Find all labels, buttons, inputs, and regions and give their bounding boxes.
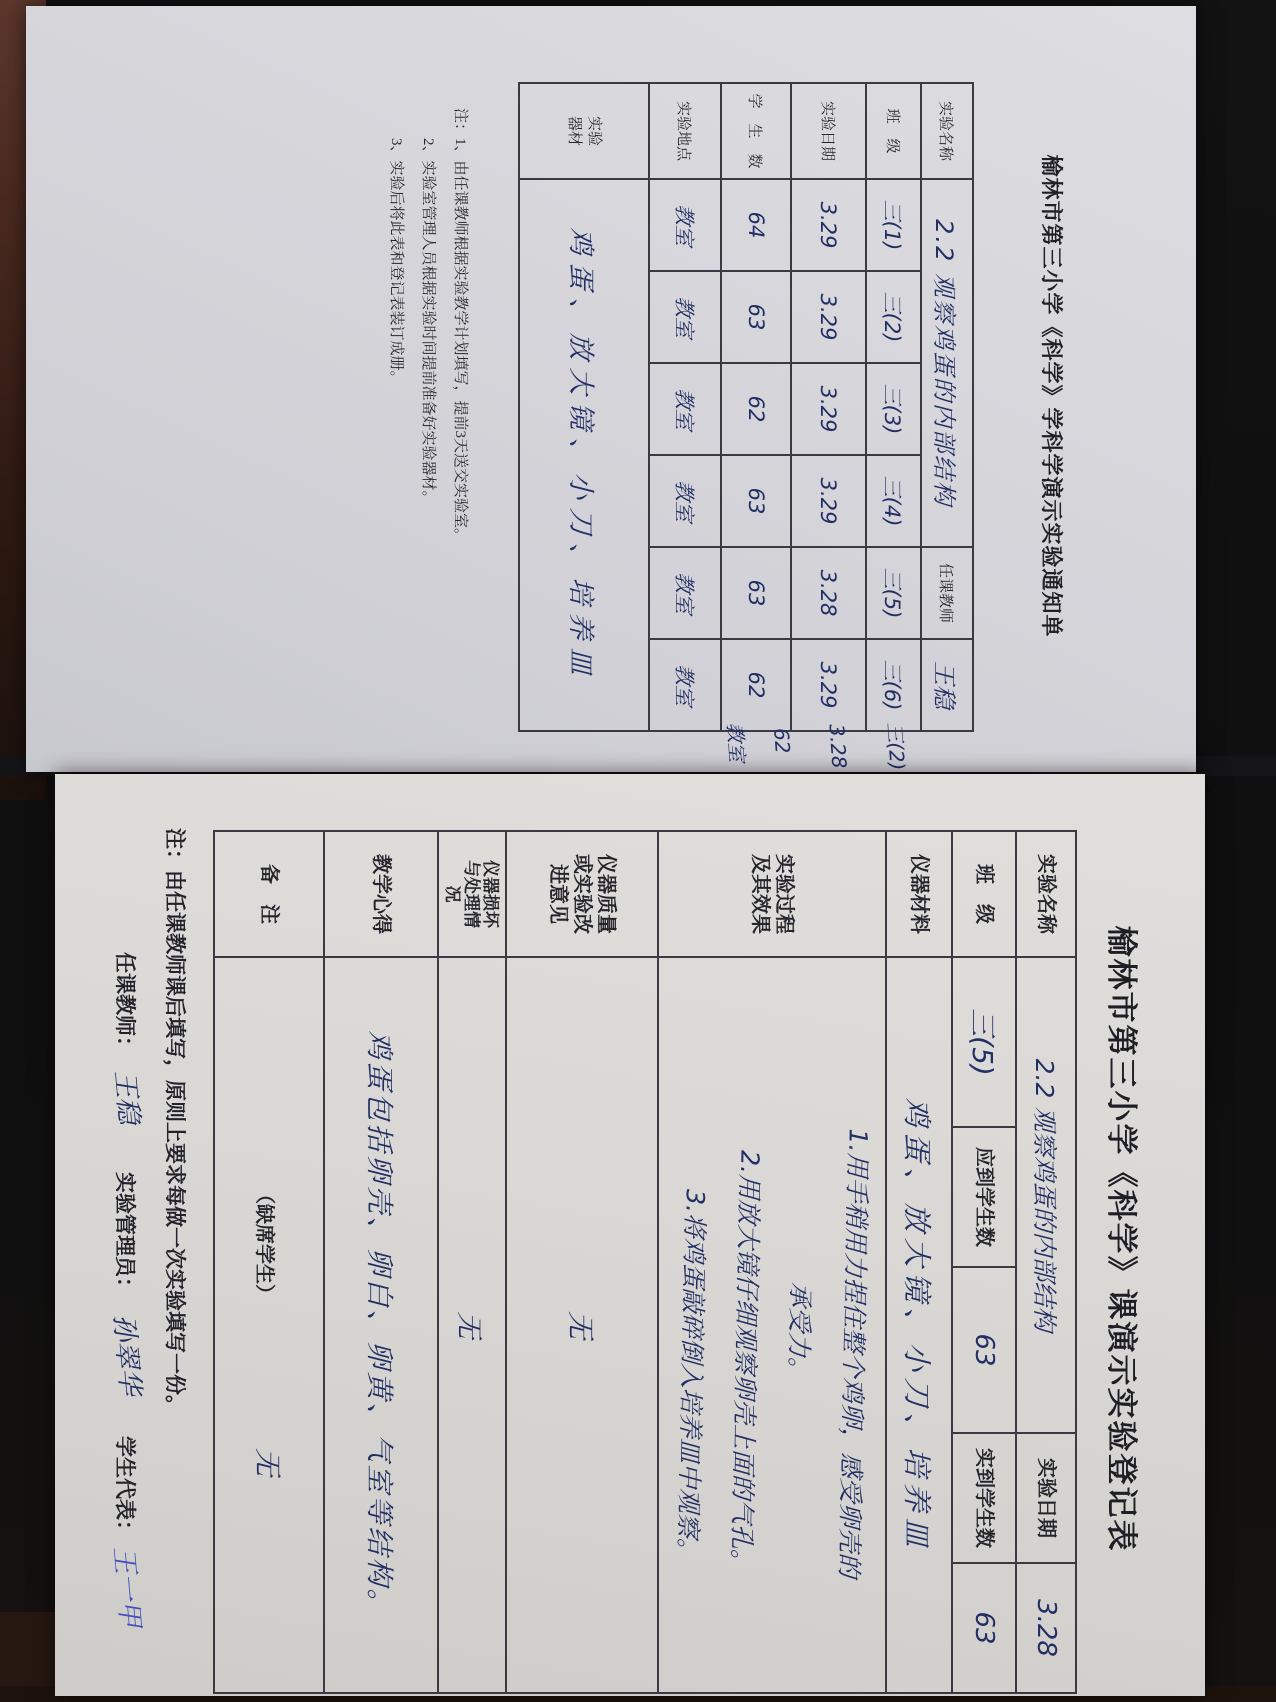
class-cell: 三(2) [866,271,921,363]
teacher-signature: 王稳 [921,639,973,731]
table-row [649,83,721,731]
date-label: 实验日期 [791,83,866,179]
students-cell: 63 [721,271,791,363]
extra-date-entry: 3.28 [824,723,852,770]
date-cell: 3.29 [791,271,866,363]
register-form-table [213,830,1077,1694]
date-cell: 3.28 [791,547,866,639]
location-cell: 教室 [649,179,721,271]
experiment-name-label: 实验名称 [1016,831,1076,957]
table-row [791,83,866,731]
extra-location-entry: 教室 [722,721,750,763]
quality-value: 无 [506,957,658,1693]
note-line-3: 3、实验后将此表和登记表装订成册。 [388,138,404,386]
process-label: 实验过程及其效果 [658,831,886,957]
process-line: 1.用手稍用力捏住整个鸡卵，感受卵壳的 [834,1128,873,1578]
remark-label: 备 注 [214,831,324,957]
location-cell: 教室 [649,547,721,639]
quality-label: 仪器质量或实验改进意见 [506,831,658,957]
class-label: 班 级 [952,831,1016,957]
process-line: 2.用放大镜仔细观察卵壳上面的气孔。 [726,1149,765,1575]
table-row [721,83,791,731]
register-form-page [55,774,1205,1696]
equipment-label: 实验器材 [519,83,649,179]
materials-value: 鸡蛋、放大镜、小刀、培养皿 [886,957,952,1693]
class-cell: 三(3) [866,363,921,455]
absent-students-sublabel: （缺席学生） [253,1184,275,1304]
students-label: 学 生 数 [721,83,791,179]
expected-students-value: 63 [952,1267,1016,1433]
note-line-1: 注：1、由任课教师根据实验教学计划填写，提前3天送交实验室。 [452,108,468,544]
notice-form-title: 榆林市第三小学《科学》学科学演示实验通知单 [1039,154,1064,638]
date-cell: 3.29 [791,179,866,271]
student-representative-label: 学生代表： [113,1436,137,1541]
damage-value: 无 [438,957,506,1693]
actual-students-value: 63 [952,1563,1016,1693]
class-value: 三(5) [952,957,1016,1127]
process-line: 3.将鸡蛋敲碎倒入培养皿中观察。 [673,1188,710,1564]
notice-form-table [518,82,974,732]
table-row [952,831,1016,1693]
table-row [921,83,973,731]
class-cell: 三(5) [866,547,921,639]
location-cell: 教室 [649,363,721,455]
location-cell: 教室 [649,455,721,547]
damage-label: 仪器损坏与处理情况 [438,831,506,957]
students-cell: 64 [721,179,791,271]
students-cell: 63 [721,547,791,639]
location-cell: 教室 [649,639,721,731]
table-row [1016,831,1076,1693]
student-representative-signature: 王一甲 [107,1545,146,1629]
table-row [214,831,324,1693]
register-form-paper [55,774,1205,1696]
notice-form-page [26,6,1196,772]
table-row [519,83,649,731]
register-form-note: 注：由任课教师课后填写，原则上要求每做一次实验填写一份。 [163,828,187,1416]
class-label: 班 级 [866,83,921,179]
class-cell: 三(1) [866,179,921,271]
date-cell: 3.29 [791,639,866,731]
note-line-2: 2、实验室管理人员根据实验时间提前准备好实验器材。 [420,138,436,506]
experiment-date-label: 实验日期 [1016,1433,1076,1563]
reflection-value: 鸡蛋包括卵壳、卵白、卵黄、气室等结构。 [324,957,438,1693]
table-row [324,831,438,1693]
class-cell: 三(6) [866,639,921,731]
manager-signature: 孙翠华 [107,1313,146,1397]
students-cell: 62 [721,639,791,731]
teacher-label: 任课教师 [921,547,973,639]
process-value [658,957,886,1693]
extra-students-entry: 62 [769,727,795,755]
table-row [438,831,506,1693]
extra-class-entry: 三(2) [882,721,910,772]
experiment-name-label: 实验名称 [921,83,973,179]
students-cell: 62 [721,363,791,455]
reflection-label: 教学心得 [324,831,438,957]
table-row [886,831,952,1693]
materials-label: 仪器材料 [886,831,952,957]
remark-value-cell [214,957,324,1693]
register-form-title: 榆林市第三小学《科学》课演示实验登记表 [1104,925,1139,1553]
expected-students-label: 应到学生数 [952,1127,1016,1267]
students-cell: 63 [721,455,791,547]
experiment-name-value: 2.2 观察鸡蛋的内部结构 [921,179,973,547]
table-row [506,831,658,1693]
remark-value: 无 [251,1448,284,1477]
experiment-name-value: 2.2 观察鸡蛋的内部结构 [1016,957,1076,1433]
class-cell: 三(4) [866,455,921,547]
table-row [866,83,921,731]
experiment-date-value: 3.28 [1016,1563,1076,1693]
manager-signature-label: 实验管理员： [113,1172,137,1298]
table-row [658,831,886,1693]
teacher-signature-label: 任课教师： [113,952,137,1057]
teacher-signature: 王稳 [108,1069,145,1126]
date-cell: 3.29 [791,455,866,547]
actual-students-label: 实到学生数 [952,1433,1016,1563]
location-cell: 教室 [649,271,721,363]
equipment-value: 鸡蛋、放大镜、小刀、培养皿 [519,179,649,731]
notice-form-notes [380,108,476,543]
location-label: 实验地点 [649,83,721,179]
notice-form-paper [26,6,1196,772]
date-cell: 3.29 [791,363,866,455]
process-line: 承受力。 [783,1281,816,1383]
